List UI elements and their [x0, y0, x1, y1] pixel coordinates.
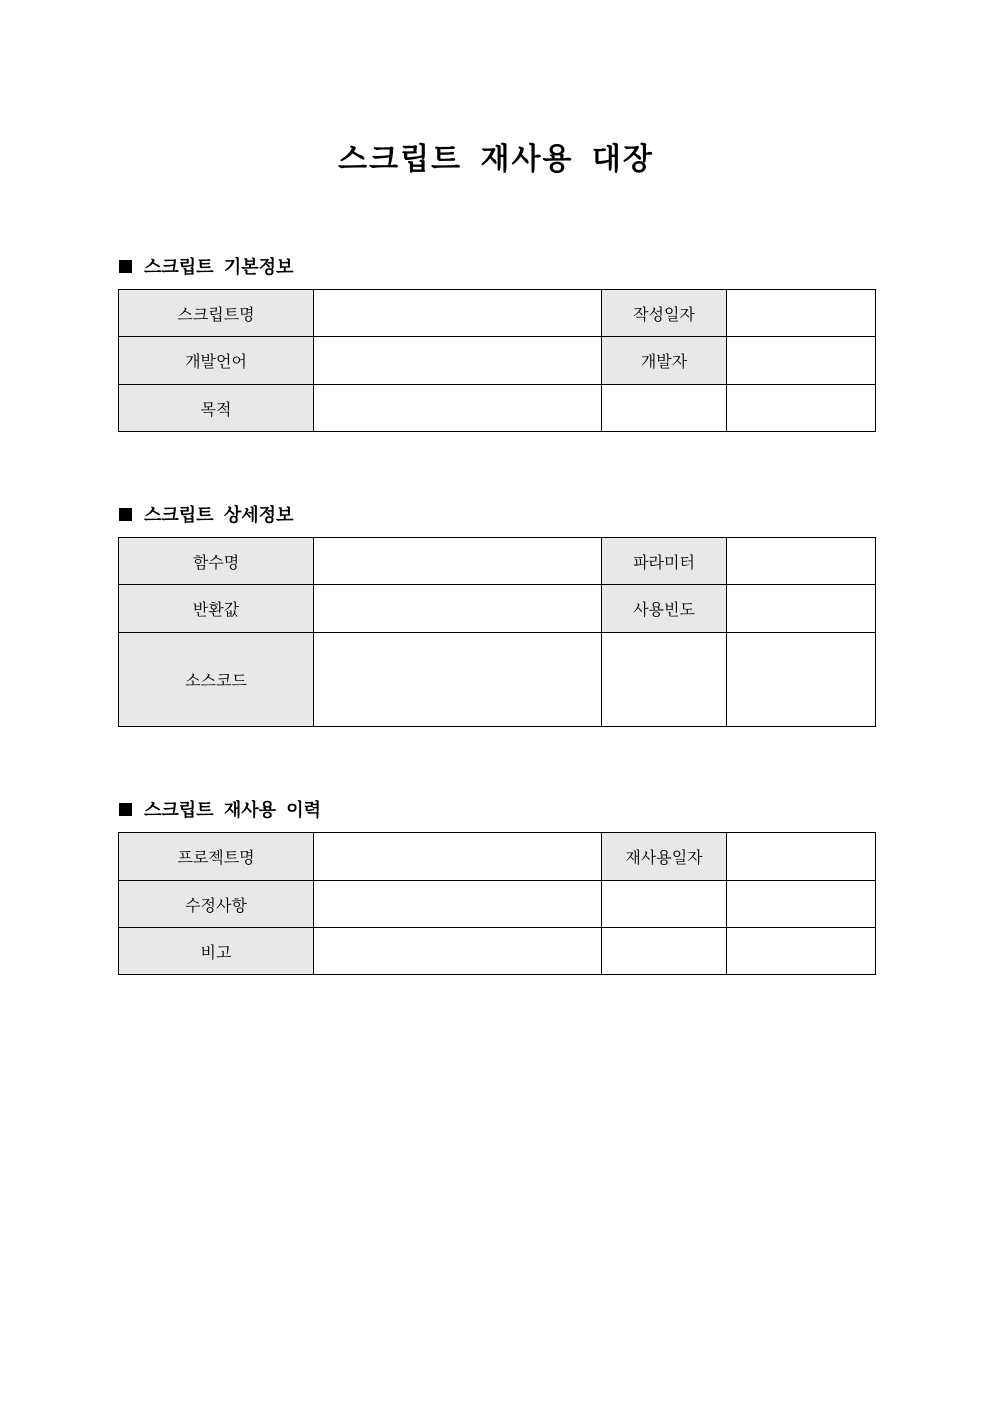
- remarks-field[interactable]: [314, 928, 602, 975]
- empty-cell[interactable]: [602, 928, 727, 975]
- empty-cell[interactable]: [727, 385, 876, 432]
- label-parameter: 파라미터: [602, 538, 727, 585]
- label-dev-language: 개발언어: [119, 337, 314, 385]
- black-square-icon: [119, 260, 132, 273]
- reuse-date-field[interactable]: [727, 833, 876, 881]
- function-name-field[interactable]: [314, 538, 602, 585]
- basic-info-table: [118, 289, 876, 432]
- return-value-field[interactable]: [314, 585, 602, 633]
- label-usage-frequency: 사용빈도: [602, 585, 727, 633]
- created-date-field[interactable]: [727, 290, 876, 337]
- section-heading-label: 스크립트 기본정보: [144, 257, 294, 278]
- empty-cell[interactable]: [602, 385, 727, 432]
- table-row: [119, 633, 876, 727]
- label-modifications: 수정사항: [119, 881, 314, 928]
- project-name-field[interactable]: [314, 833, 602, 881]
- page-title: 스크립트 재사용 대장: [338, 142, 654, 177]
- developer-field[interactable]: [727, 337, 876, 385]
- source-code-field[interactable]: [314, 633, 602, 727]
- table-row: [119, 337, 876, 385]
- section-heading-detail-info: [119, 501, 293, 527]
- label-function-name: 함수명: [119, 538, 314, 585]
- parameter-field[interactable]: [727, 538, 876, 585]
- section-heading-label: 스크립트 재사용 이력: [144, 800, 322, 821]
- table-row: [119, 385, 876, 432]
- reuse-history-table: [118, 832, 876, 975]
- empty-cell[interactable]: [727, 881, 876, 928]
- table-row: [119, 290, 876, 337]
- table-row: [119, 881, 876, 928]
- table-row: [119, 833, 876, 881]
- section-heading-reuse-history: [119, 796, 321, 822]
- purpose-field[interactable]: [314, 385, 602, 432]
- section-heading-basic-info: [119, 253, 293, 279]
- empty-cell[interactable]: [602, 881, 727, 928]
- label-source-code: 소스코드: [119, 633, 314, 727]
- label-remarks: 비고: [119, 928, 314, 975]
- section-heading-label: 스크립트 상세정보: [144, 505, 294, 526]
- table-row: [119, 538, 876, 585]
- detail-info-table: [118, 537, 876, 727]
- empty-cell[interactable]: [727, 633, 876, 727]
- empty-cell[interactable]: [727, 928, 876, 975]
- black-square-icon: [119, 508, 132, 521]
- label-return-value: 반환값: [119, 585, 314, 633]
- script-name-field[interactable]: [314, 290, 602, 337]
- black-square-icon: [119, 803, 132, 816]
- modifications-field[interactable]: [314, 881, 602, 928]
- label-developer: 개발자: [602, 337, 727, 385]
- table-row: [119, 928, 876, 975]
- empty-cell[interactable]: [602, 633, 727, 727]
- label-project-name: 프로젝트명: [119, 833, 314, 881]
- usage-frequency-field[interactable]: [727, 585, 876, 633]
- label-created-date: 작성일자: [602, 290, 727, 337]
- dev-language-field[interactable]: [314, 337, 602, 385]
- label-reuse-date: 재사용일자: [602, 833, 727, 881]
- label-script-name: 스크립트명: [119, 290, 314, 337]
- table-row: [119, 585, 876, 633]
- label-purpose: 목적: [119, 385, 314, 432]
